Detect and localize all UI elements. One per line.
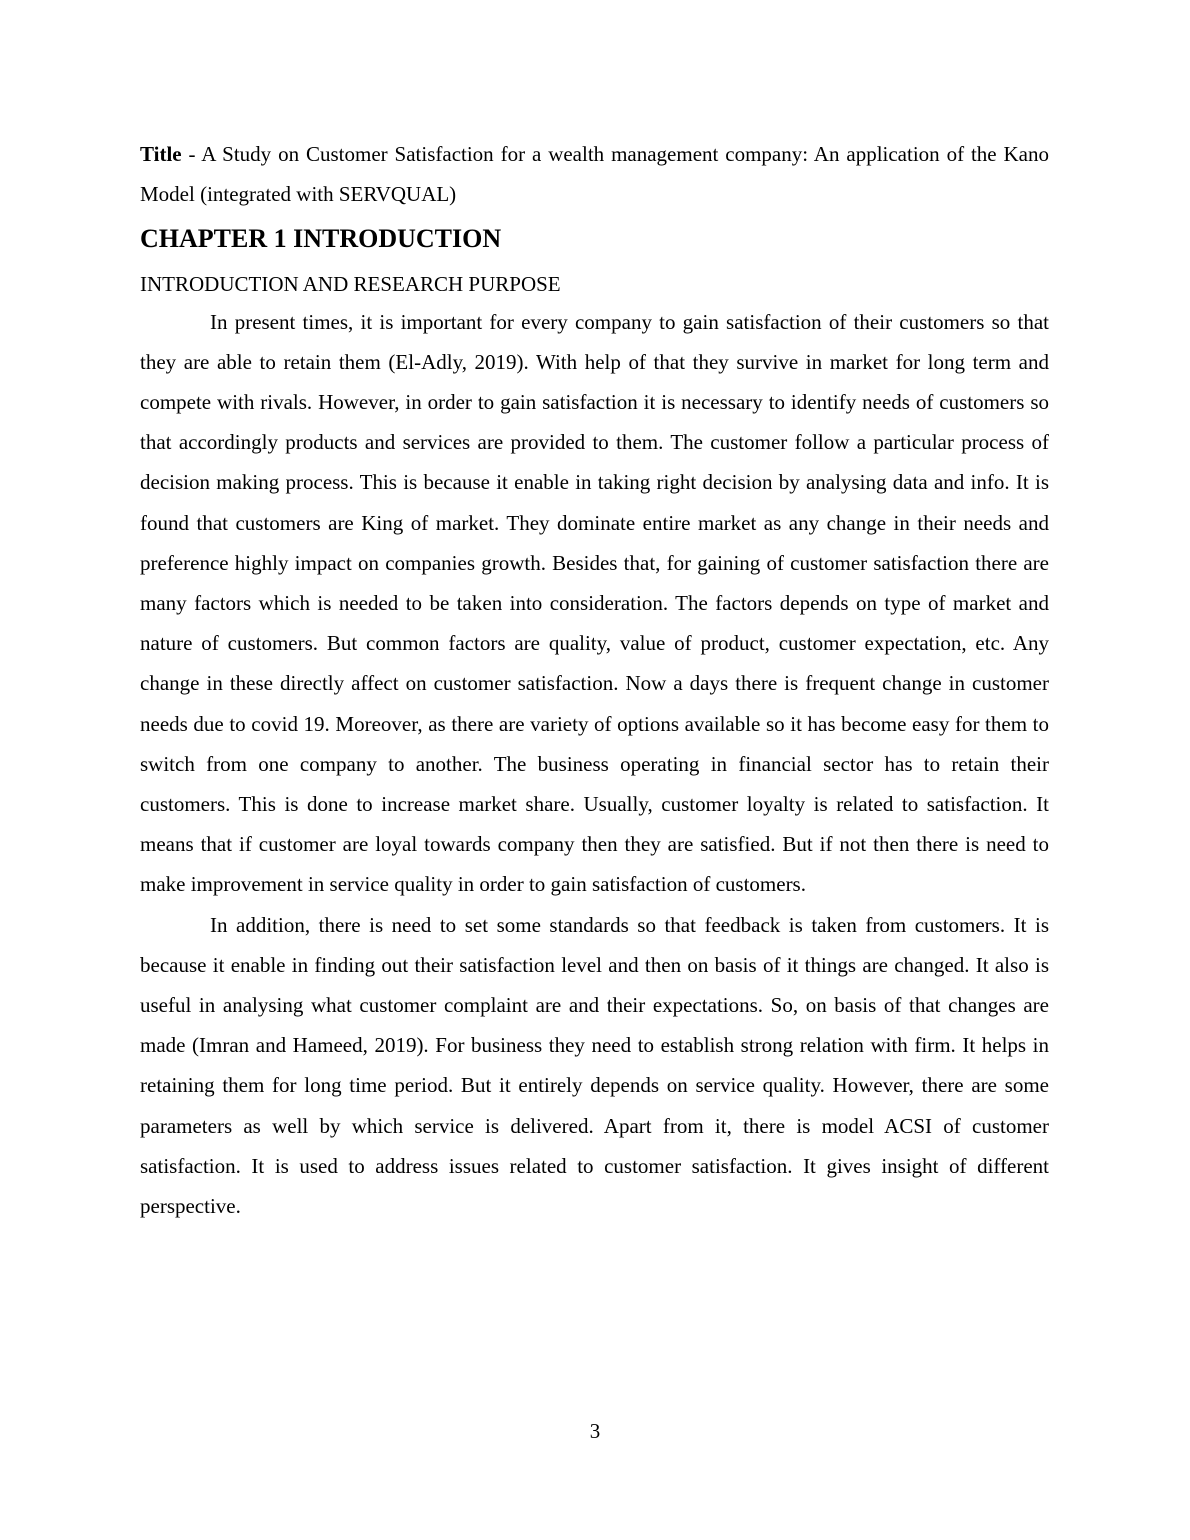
title-label: Title	[140, 142, 182, 166]
chapter-heading: CHAPTER 1 INTRODUCTION	[140, 223, 502, 253]
title-text: - A Study on Customer Satisfaction for a wealth management company: An application of the Kano Model (integrated with SERVQUAL)	[140, 142, 1049, 207]
section-heading: INTRODUCTION AND RESEARCH PURPOSE	[140, 271, 561, 296]
page-number: 3	[589, 1419, 601, 1443]
paragraph-2: In addition, there is need to set some standards so that feedback is taken from customers. It is because it enable in finding out their satisfaction level and then on basis of it things are changed. It also is useful in analysing what customer complaint are and their expectations. So, on basis of that changes are made (Imran and Hameed, 2019). For business they need to establish strong relation with firm. It helps in retaining them for long time period. But it entirely depends on service quality. However, there are some parameters as well by which service is delivered. Apart from it, there is model ACSI of customer satisfaction. It is used to address issues related to customer satisfaction. It gives insight of different perspective.	[140, 912, 1049, 1219]
page-content	[140, 134, 1049, 1226]
document-title	[140, 134, 1049, 215]
paragraph-1: In present times, it is important for every company to gain satisfaction of their customers so that they are able to retain them (El-Adly, 2019). With help of that they survive in market for long term and compete with rivals. However, in order to gain satisfaction it is necessary to identify needs of customers so that accordingly products and services are provided to them. The customer follow a particular process of decision making process. This is because it enable in taking right decision by analysing data and info. It is found that customers are King of market. They dominate entire market as any change in their needs and preference highly impact on companies growth. Besides that, for gaining of customer satisfaction there are many factors which is needed to be taken into consideration. The factors depends on type of market and nature of customers. But common factors are quality, value of product, customer expectation, etc. Any change in these directly affect on customer satisfaction. Now a days there is frequent change in customer needs due to covid 19. Moreover, as there are variety of options available so it has become easy for them to switch from one company to another. The business operating in financial sector has to retain their customers. This is done to increase market share. Usually, customer loyalty is related to satisfaction. It means that if customer are loyal towards company then they are satisfied. But if not then there is need to make improvement in service quality in order to gain satisfaction of customers.	[140, 309, 1049, 897]
